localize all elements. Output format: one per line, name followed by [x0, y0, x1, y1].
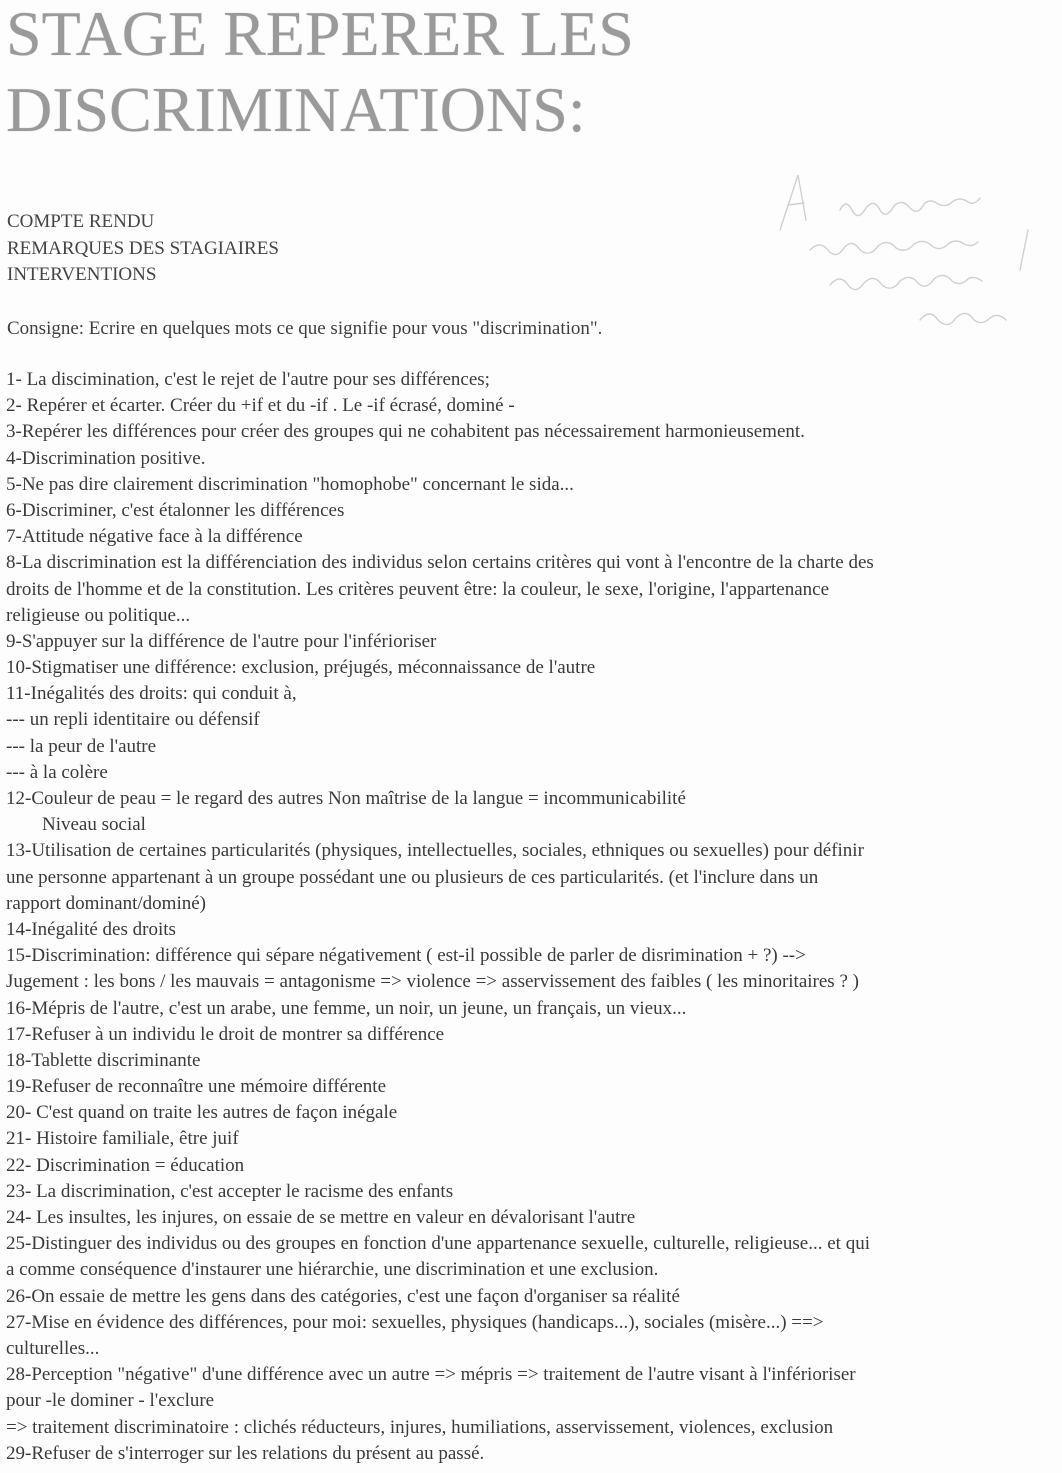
text-line: 11-Inégalités des droits: qui conduit à, [6, 683, 297, 705]
text-line: 5-Ne pas dire clairement discrimination "homophobe" concernant le sida... [6, 473, 574, 495]
text-line: 4-Discrimination positive. [6, 447, 206, 469]
text-line: 7-Attitude négative face à la différence [6, 526, 303, 548]
consigne-text: Consigne: Ecrire en quelques mots ce que signifie pour vous "discrimination". [7, 318, 603, 339]
header-block [7, 209, 279, 289]
text-line: religieuse ou politique... [6, 604, 191, 626]
text-line: 15-Discrimination: différence qui sépare négativement ( est-il possible de parler de disrimination + ?) --> [6, 945, 806, 967]
text-line: Jugement : les bons / les mauvais = antagonisme => violence => asservissement des faibles ( les minoritaires ? ) [6, 971, 859, 993]
text-line: 27-Mise en évidence des différences, pour moi: sexuelles, physiques (handicaps...), sociales (misère...) ==> [6, 1311, 824, 1333]
text-line: 28-Perception "négative" d'une différence avec un autre => mépris => traitement de l'autre visant à l'inférioriser [6, 1364, 856, 1386]
text-line: 25-Distinguer des individus ou des groupes en fonction d'une appartenance sexuelle, culturelle, religieuse... et qui [6, 1233, 870, 1255]
title-line-2: DISCRIMINATIONS: [6, 74, 586, 145]
text-line: culturelles... [6, 1337, 100, 1359]
text-line: 3-Repérer les différences pour créer des groupes qui ne cohabitent pas nécessairement harmonieusement. [6, 421, 805, 443]
text-line: a comme conséquence d'instaurer une hiérarchie, une discrimination et une exclusion. [6, 1259, 659, 1281]
handwritten-annotation [770, 170, 1060, 360]
text-line: 8-La discrimination est la différenciation des individus selon certains critères qui vont à l'encontre de la charte des [6, 552, 874, 574]
responses-list [6, 367, 1058, 1467]
document-title [6, 0, 634, 148]
text-line: => traitement discriminatoire : clichés réducteurs, injures, humiliations, asservissement, violences, exclusion [6, 1416, 834, 1438]
text-line: 24- Les insultes, les injures, on essaie de se mettre en valeur en dévalorisant l'autre [6, 1207, 636, 1228]
text-line: droits de l'homme et de la constitution. Les critères peuvent être: la couleur, le sexe, l'origine, l'appartenance [6, 578, 830, 600]
text-line: 20- C'est quand on traite les autres de façon inégale [6, 1102, 398, 1124]
text-line: 13-Utilisation de certaines particularités (physiques, intellectuelles, sociales, ethniques ou sexuelles) pour définir [6, 840, 864, 862]
text-line: 21- Histoire familiale, être juif [6, 1128, 239, 1150]
text-line: 22- Discrimination = éducation [6, 1154, 245, 1176]
header-line-interventions: INTERVENTIONS [7, 264, 157, 285]
text-line: Niveau social [42, 814, 146, 836]
text-line: --- à la colère [6, 761, 108, 783]
text-line: 26-On essaie de mettre les gens dans des catégories, c'est une façon d'organiser sa réalité [6, 1285, 680, 1307]
header-line-remarques: REMARQUES DES STAGIAIRES [7, 237, 279, 259]
text-line: --- la peur de l'autre [6, 735, 157, 757]
text-line: 6-Discriminer, c'est étalonner les différences [6, 499, 345, 521]
text-line: 17-Refuser à un individu le droit de montrer sa différence [6, 1023, 445, 1045]
text-line: 10-Stigmatiser une différence: exclusion, préjugés, méconnaissance de l'autre [6, 657, 596, 679]
text-line: 18-Tablette discriminante [6, 1049, 201, 1071]
text-line: 1- La discimination, c'est le rejet de l'autre pour ses différences; [6, 369, 490, 390]
text-line: 9-S'appuyer sur la différence de l'autre pour l'inférioriser [6, 630, 437, 652]
text-line: 16-Mépris de l'autre, c'est un arabe, une femme, un noir, un jeune, un français, un vieux... [6, 997, 687, 1019]
text-line: rapport dominant/dominé) [6, 892, 206, 914]
header-line-compte-rendu: COMPTE RENDU [7, 211, 155, 232]
text-line: 19-Refuser de reconnaître une mémoire différente [6, 1076, 386, 1098]
text-line: --- un repli identitaire ou défensif [6, 709, 260, 731]
text-line: pour -le dominer - l'exclure [6, 1390, 215, 1412]
text-line: 12-Couleur de peau = le regard des autres Non maîtrise de la langue = incommunicabilité [6, 788, 686, 809]
text-line: 14-Inégalité des droits [6, 918, 176, 940]
text-line: 23- La discrimination, c'est accepter le racisme des enfants [6, 1180, 454, 1202]
text-line: une personne appartenant à un groupe possédant une ou plusieurs de ces particularités. (et l'inclure dans un [6, 866, 819, 888]
title-line-1: STAGE REPERER LES [6, 0, 634, 69]
text-line: 29-Refuser de s'interroger sur les relations du présent au passé. [6, 1442, 485, 1464]
text-line: 2- Repérer et écarter. Créer du +if et du -if . Le -if écrasé, dominé - [6, 395, 515, 417]
